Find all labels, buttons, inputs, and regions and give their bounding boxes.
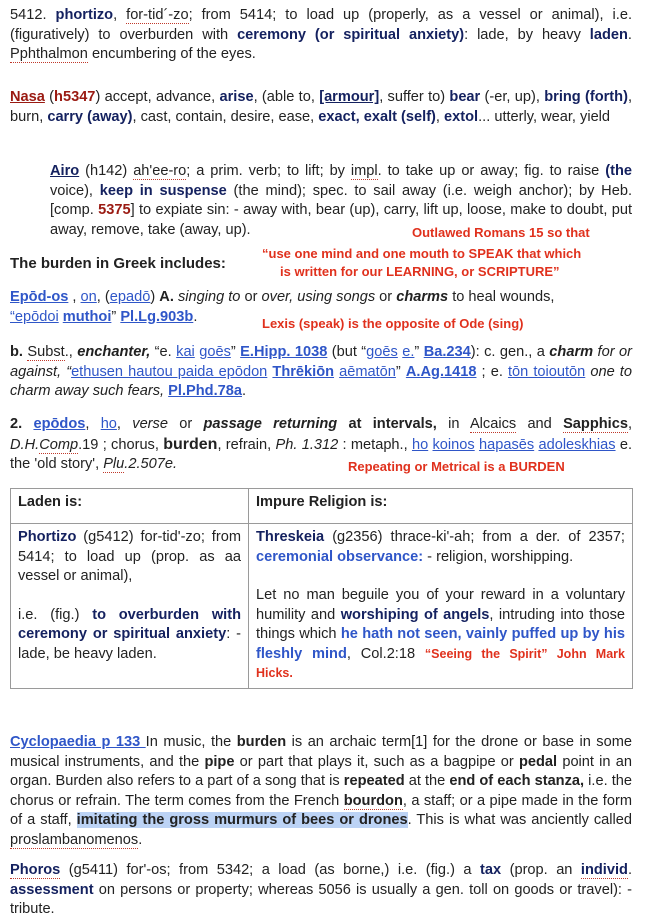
- entry-subst: b. Subst., enchanter, “e. kai goēs” E.Hipp. 1038 (but “goēs e.” Ba.234): c. gen., a charm for or against, “ethusen hautou paida epōdon Thrēkiōn aēmatōn” A.Ag.1418 ; e. tōn toioutōn one to charm away such fears, Pl.Phd.78a.: [10, 344, 632, 399]
- strongs-ref-5375: 5375: [98, 202, 131, 218]
- emphasis-ceremony: ceremony (or spiritual anxiety): [237, 26, 465, 43]
- headword-epodos[interactable]: Epōd-os: [10, 289, 69, 305]
- table-cell-laden: Phortizo (g5412) for-tid'-zo; from 5414; to load up (prop. as aa vessel or animal), i.e. (fig.) to overburden with ceremony or spiritual anxiety: - lade, be heavy laden.: [11, 524, 249, 689]
- term-pphthalmon: Pphthalmon: [10, 46, 88, 62]
- ref-e-hipp[interactable]: E.Hipp. 1038: [240, 344, 328, 360]
- note-lexis: Lexis (speak) is the opposite of Ode (sing): [262, 316, 524, 331]
- ref-ba[interactable]: Ba.234: [423, 344, 471, 360]
- strongs-code: h5347: [54, 89, 96, 105]
- highlight-imitating: imitating the gross murmurs of bees or drones: [76, 812, 408, 828]
- ref-pl-phd[interactable]: Pl.Phd.78a: [168, 383, 242, 399]
- note-seeing-spirit: “Seeing the Spirit” John Mark Hicks.: [256, 646, 625, 680]
- note-learning: is written for our LEARNING, or SCRIPTURE”: [280, 264, 560, 279]
- headword-airo[interactable]: Airo: [50, 163, 80, 179]
- emphasis-laden: laden: [589, 26, 628, 43]
- headword-phortizo: phortizo: [55, 7, 114, 23]
- entry-epodos-2: 2. epōdos, ho, verse or passage returning at intervals, in Alcaics and Sapphics, D.H.Comp.19 ; chorus, burden, refrain, Ph. 1.312 : metaph., ho koinos hapasēs adoleskhias e. the 'old story', Plu.2.507e.: [10, 416, 633, 472]
- entry-cyclopaedia: Cyclopaedia p 133 In music, the burden is an archaic term[1] for the drone or base in some musical instruments, and the pipe or part that plays it, such as a bagpipe or pedal point in an organ. Burden also refers to a part of a song that is repeated at the end of each stanza, i.e. the chorus or refrain. The term comes from the French bourdon, a staff; or a pipe made in the form of a staff, imitating the gross murmurs of bees or drones. This is what was anciently called proslambanomenos.: [10, 734, 633, 848]
- comparison-table: [10, 488, 633, 689]
- ref-pl-lg[interactable]: Pl.Lg.903b: [120, 308, 194, 325]
- headword-nasa[interactable]: Nasa: [10, 89, 45, 105]
- entry-number: 5412.: [10, 7, 47, 23]
- table-header-laden: Laden is:: [11, 489, 249, 524]
- ref-a-ag[interactable]: A.Ag.1418: [405, 363, 477, 380]
- entry-epodos-a: Epōd-os , on, (epadō) A. singing to or over, using songs or charms to heal wounds, “epōdoi muthoi” Pl.Lg.903b.: [10, 289, 555, 325]
- table-cell-religion: Threskeia (g2356) thrace-ki'-ah; from a der. of 2357; ceremonial observance: - religion, worshipping. Let no man beguile you of your reward in a voluntary humility and worshiping of angels, intruding into those things which he hath not seen, vainly puffed up by his fleshly mind, Col.2:18 “Seeing the Spirit” John Mark Hicks.: [249, 524, 633, 689]
- entry-nasa: Nasa (h5347) accept, advance, arise, (able to, [armour], suffer to) bear (-er, up), bring (forth), burn, carry (away), cast, contain, desire, ease, exact, exalt (self), extol... utterly, wear, yield: [10, 89, 632, 125]
- note-repeating: Repeating or Metrical is a BURDEN: [348, 459, 565, 474]
- section-heading-greek: The burden in Greek includes:: [10, 255, 226, 272]
- note-outlawed: Outlawed Romans 15 so that: [412, 225, 590, 240]
- ref-cyclopaedia[interactable]: Cyclopaedia p 133: [10, 734, 146, 750]
- entry-airo: Airo (h142) ah'ee-ro; a prim. verb; to lift; by impl. to take up or away; fig. to raise (the voice), keep in suspense (the mind); spec. to sail away (i.e. weigh anchor); by Heb. [comp. 5375] to expiate sin: - away with, bear (up), carry, lift up, loose, make to doubt, put away, remove, take (away, up).: [50, 163, 632, 238]
- headword-phoros: Phoros: [10, 862, 61, 878]
- entry-phoros: Phoros (g5411) for'-os; from 5342; a load (as borne,) i.e. (fig.) a tax (prop. an individ. assessment on persons or property; whereas 5056 is usually a gen. toll on goods or travel): - tribute.: [10, 862, 633, 917]
- table-header-impure-religion: Impure Religion is:: [249, 489, 633, 524]
- pronunciation: for-tid´-zo: [126, 7, 189, 23]
- entry-5412: 5412. phortizo, for-tid´-zo; from 5414; to load up (properly, as a vessel or animal), i.e. (figuratively) to overburden with ceremony (or spiritual anxiety): lade, by heavy laden. Pphthalmon encumbering of the eyes.: [10, 7, 632, 62]
- note-one-mind: “use one mind and one mouth to SPEAK that which: [262, 246, 582, 261]
